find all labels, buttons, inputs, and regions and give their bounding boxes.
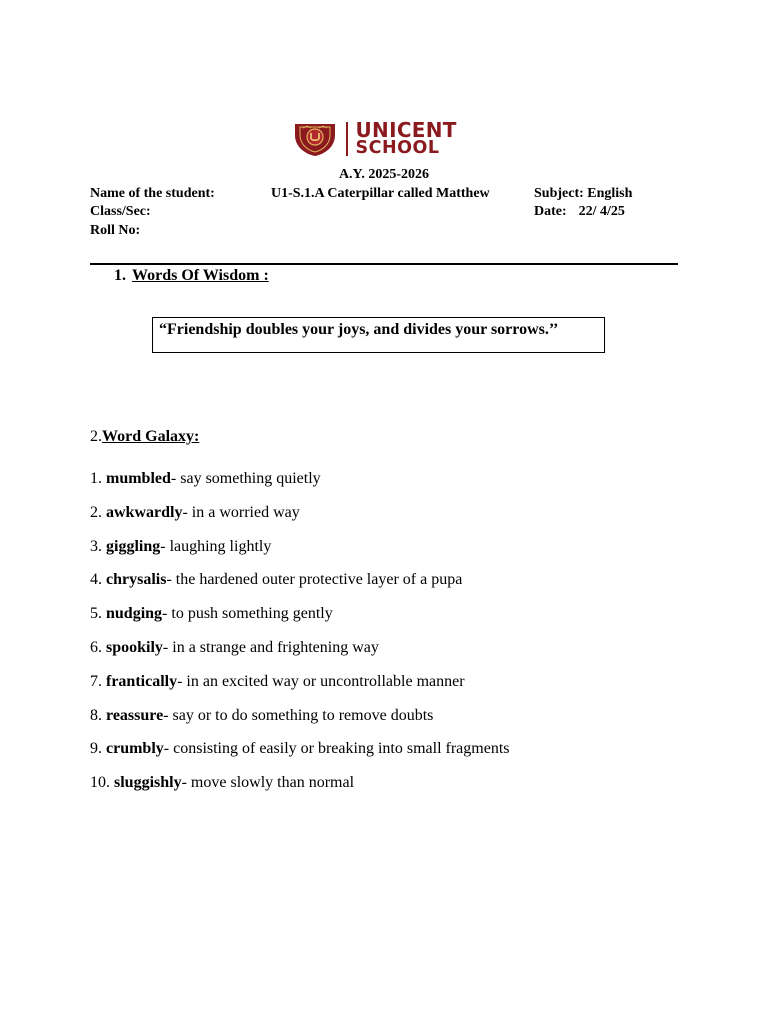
vocab-word: spookily: [106, 638, 163, 656]
section-1-heading: [114, 267, 269, 285]
section-1-title: Words Of Wisdom :: [132, 267, 269, 284]
section-2-title: Word Galaxy:: [102, 428, 200, 445]
list-item: [90, 706, 509, 740]
item-number: 4.: [90, 571, 102, 589]
subject-label: Subject: English: [534, 186, 633, 201]
list-item: [90, 570, 509, 604]
vocab-meaning: - in a strange and frightening way: [162, 638, 379, 656]
vocab-meaning: - laughing lightly: [160, 537, 272, 555]
list-item: [90, 739, 509, 773]
list-item: [90, 503, 509, 537]
vocab-word: giggling: [106, 537, 161, 555]
vocab-word: crumbly: [106, 740, 164, 758]
student-name-label: Name of the student:: [90, 186, 215, 201]
logo-line-2: SCHOOL: [355, 138, 440, 159]
school-crest-icon: [293, 121, 337, 157]
vocab-word: nudging: [106, 605, 163, 623]
class-sec-label: Class/Sec:: [90, 204, 151, 219]
vocab-meaning: - in a worried way: [182, 503, 300, 521]
logo-wordmark: [356, 120, 457, 158]
word-galaxy-list: [90, 469, 509, 807]
section-2-heading: [90, 428, 199, 446]
school-logo: [293, 120, 457, 158]
section-1-number: 1.: [114, 267, 126, 284]
list-item: [90, 537, 509, 571]
academic-year: A.Y. 2025-2026: [338, 167, 430, 182]
wisdom-quote-box: [152, 317, 605, 353]
vocab-word: sluggishly: [114, 774, 182, 792]
roll-no-label: Roll No:: [90, 223, 141, 238]
date-value: 22/ 4/25: [578, 204, 625, 219]
header-divider: [90, 263, 678, 265]
lesson-title: U1-S.1.A Caterpillar called Matthew: [271, 186, 490, 201]
date-label: Date:: [534, 204, 567, 219]
vocab-word: chrysalis: [106, 571, 167, 589]
item-number: 8.: [90, 706, 102, 724]
vocab-meaning: - to push something gently: [162, 605, 333, 623]
date-field: [534, 204, 625, 220]
vocab-meaning: - move slowly than normal: [181, 774, 355, 792]
item-number: 9.: [90, 740, 102, 758]
item-number: 6.: [90, 638, 102, 656]
list-item: [90, 773, 509, 807]
vocab-word: awkwardly: [106, 503, 183, 521]
item-number: 7.: [90, 672, 102, 690]
item-number: 3.: [90, 537, 102, 555]
section-2-number: 2.: [90, 428, 102, 445]
list-item: [90, 672, 509, 706]
vocab-word: mumbled: [106, 470, 171, 487]
vocab-meaning: - the hardened outer protective layer of a pupa: [166, 571, 463, 589]
logo-divider: [346, 122, 348, 156]
vocab-meaning: - say or to do something to remove doubts: [163, 706, 434, 724]
wisdom-quote: “Friendship doubles your joys, and divides your sorrows.’’: [159, 321, 559, 338]
item-number: 10.: [90, 774, 110, 792]
list-item: [90, 604, 509, 638]
vocab-meaning: - consisting of easily or breaking into small fragments: [163, 740, 510, 758]
item-number: 2.: [90, 503, 102, 521]
item-number: 5.: [90, 605, 102, 623]
list-item: [90, 638, 509, 672]
logo-line-1: UNICENT: [355, 118, 457, 143]
item-number: 1.: [90, 470, 102, 487]
vocab-word: frantically: [106, 672, 178, 690]
vocab-word: reassure: [106, 706, 164, 724]
vocab-meaning: - say something quietly: [170, 470, 321, 487]
vocab-meaning: - in an excited way or uncontrollable manner: [177, 672, 465, 690]
list-item: [90, 469, 509, 503]
